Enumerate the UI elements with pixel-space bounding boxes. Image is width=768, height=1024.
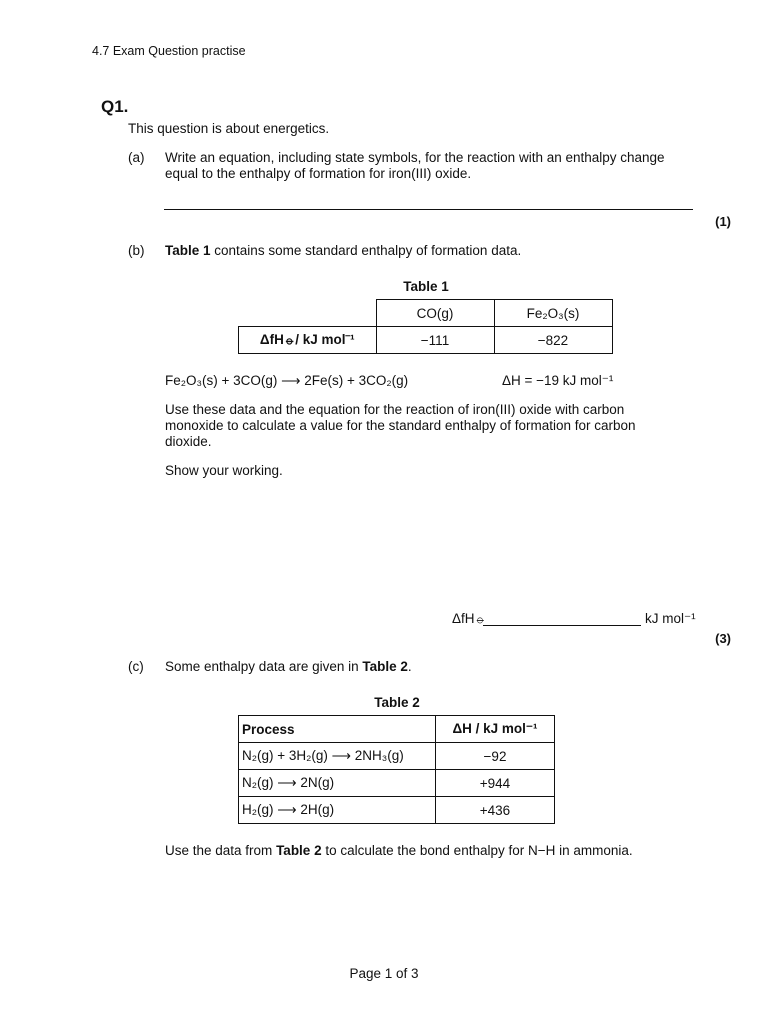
table-1-value-co: −111 <box>376 327 494 354</box>
reaction-equation: Fe₂O₃(s) + 3CO(g) ⟶ 2Fe(s) + 3CO₂(g) <box>165 373 409 388</box>
table-2 <box>238 715 555 824</box>
table-row <box>239 743 555 770</box>
table-2-process: H₂(g) ⟶ 2H(g) <box>239 797 436 824</box>
reaction-enthalpy: ΔH = −19 kJ mol⁻¹ <box>502 373 614 388</box>
part-b-answer-line[interactable] <box>483 625 641 626</box>
table-2-process: N₂(g) + 3H₂(g) ⟶ 2NH₃(g) <box>239 743 436 770</box>
table-2-dh: +944 <box>436 770 555 797</box>
table-1-header-row <box>239 300 613 327</box>
show-working: Show your working. <box>165 463 283 478</box>
table-row <box>239 770 555 797</box>
part-c-lead <box>165 659 705 675</box>
part-a-label: (a) <box>128 150 145 165</box>
part-c-label: (c) <box>128 659 144 674</box>
page-header: 4.7 Exam Question practise <box>92 44 246 58</box>
answer-label: ΔfH⦵ <box>452 611 486 626</box>
table-2-caption: Table 2 <box>374 695 420 710</box>
part-c-instruction-post: to calculate the bond enthalpy for N−H in ammonia. <box>321 843 633 858</box>
table-1-empty-cell <box>239 300 377 327</box>
table-2-header-row <box>239 716 555 743</box>
part-c-lead-bold: Table 2 <box>362 659 408 674</box>
table-2-dh: −92 <box>436 743 555 770</box>
part-b-lead <box>165 243 705 259</box>
table-2-header-dh: ΔH / kJ mol⁻¹ <box>436 716 555 743</box>
part-c-instruction <box>165 843 705 859</box>
question-intro: This question is about energetics. <box>128 121 330 136</box>
table-1 <box>238 299 613 354</box>
part-a-text: Write an equation, including state symbols, for the reaction with an enthalpy change equal to the enthalpy of formation for iron(III) oxide. <box>165 150 665 181</box>
part-b-marks: (3) <box>715 631 731 646</box>
part-c-instruction-pre: Use the data from <box>165 843 277 858</box>
table-2-process: N₂(g) ⟶ 2N(g) <box>239 770 436 797</box>
part-c-instruction-bold: Table 2 <box>276 843 322 858</box>
table-1-data-row <box>239 327 613 354</box>
part-c-lead-end: . <box>407 659 412 674</box>
table-1-row-header: ΔfH⦵/ kJ mol⁻¹ <box>239 327 377 354</box>
part-a-marks: (1) <box>715 214 731 229</box>
page-footer: Page 1 of 3 <box>349 966 419 981</box>
table-1-col-co: CO(g) <box>376 300 494 327</box>
table-1-value-fe2o3: −822 <box>494 327 612 354</box>
part-a-answer-line[interactable] <box>164 209 693 210</box>
part-b-instruction: Use these data and the equation for the reaction of iron(III) oxide with carbon monoxide to calculate a value for the standard enthalpy of formation for carbon dioxide. <box>165 402 636 449</box>
table-2-header-process: Process <box>239 716 436 743</box>
table-row <box>239 797 555 824</box>
table-1-caption: Table 1 <box>403 279 449 294</box>
part-b-lead-rest: contains some standard enthalpy of formation data. <box>210 243 522 258</box>
answer-unit: kJ mol⁻¹ <box>645 611 696 626</box>
table-2-dh: +436 <box>436 797 555 824</box>
part-b-lead-bold: Table 1 <box>165 243 211 258</box>
question-number: Q1. <box>101 97 129 116</box>
table-1-col-fe2o3: Fe₂O₃(s) <box>494 300 612 327</box>
part-b-label: (b) <box>128 243 145 258</box>
part-c-lead-rest: Some enthalpy data are given in <box>165 659 363 674</box>
